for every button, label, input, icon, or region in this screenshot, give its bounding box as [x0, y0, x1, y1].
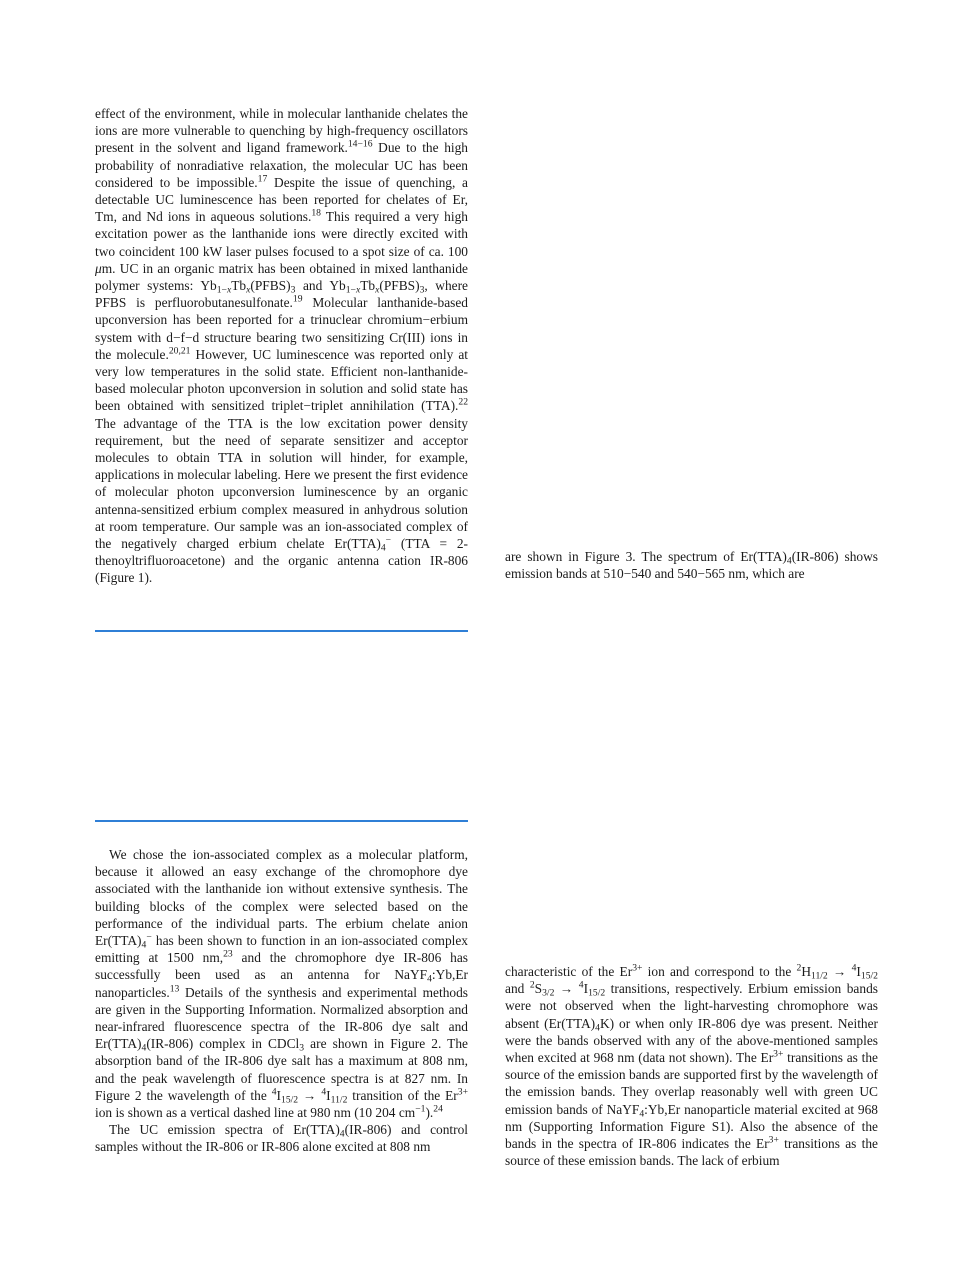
- right-column-bottom-text: [505, 963, 878, 1169]
- left-column-top-text: [95, 105, 468, 587]
- paragraph-intro-continued: effect of the environment, while in molecular lanthanide chelates the ions are more vulnerable to quenching by high-frequency oscillators present in the solvent and ligand framework.$^{14-16}$ Due to the high probability of nonradiative relaxation, the molecular UC has been considered to be impossible.$^{17}$ Despite the issue of quenching, a detectable UC luminescence has been reported for chelates of Er, Tm, and Nd ions in aqueous solutions.$^{18}$ This required a very high excitation power as the lanthanide ions were directly excited with two coincident 100 kW laser pulses focused to a spot size of ca. 100 μm. UC in an organic matrix has been obtained in mixed lanthanide polymer systems: $Yb_{1-x}Tb_x(PFBS)_3$ and $Yb_{1-x}Tb_x(PFBS)_3$, where PFBS is perfluorobutanesulfonate.$^{19}$ Molecular lanthanide-based upconversion has been reported for a trinuclear chromium−erbium system with d−f−d structure bearing two sensitizing Cr(III) ions in the molecule.$^{20,21}$ However, UC luminescence was reported only at very low temperatures in the solid state. Efficient non-lanthanide-based molecular photon upconversion in solution and solid state has been obtained with sensitized triplet−triplet annihilation (TTA).$^{22}$ The advantage of the TTA is the low excitation power density requirement, but the need of separate sensitizer and acceptor molecules to obtain TTA in solution will hinder, for example, applications in molecular labeling. Here we present the first evidence of molecular photon upconversion luminescence by an organic antenna-sensitized erbium complex measured in anhydrous solution at room temperature. Our sample was an ion-associated complex of the negatively charged erbium chelate $Er(TTA)_4^-$ (TTA = 2-thenoyltrifluoroacetone) and the organic antenna cation IR-806 (Figure 1).: [95, 106, 468, 586]
- paragraph-uc-emission-spectra: The UC emission spectra of $Er(TTA)_4(IR-806)$ and control samples without the IR-806 or IR-806 alone excited at 808 nm: [95, 1122, 468, 1155]
- figure-1-area: [95, 634, 468, 818]
- paragraph-figure-3-continued: are shown in Figure 3. The spectrum of $Er(TTA)_4(IR-806)$ shows emission bands at 510−540 and 540−565 nm, which are: [505, 549, 879, 582]
- paragraph-er-transitions: characteristic of the $Er^{3+}$ ion and correspond to the $^2H_{11/2} \to ^4I_{15/2}$ and $^2S_{3/2} \to ^4I_{15/2}$ transitions, respectively. Erbium emission bands were not observed when the light-harvesting chromophore was absent $(Er(TTA)_4K)$ or when only IR-806 dye was present. Neither were the bands observed with any of the above-mentioned samples when excited at 968 nm (data not shown). The $Er^{3+}$ transitions as the source of the emission bands are supported first by the wavelength of the emission bands. They overlap reasonably well with green UC emission bands of NaYF$_4$:Yb,Er nanoparticle material excited at 968 nm (Supporting Information Figure S1). Also the absence of the bands in the spectra of IR-806 indicates the $Er^{3+}$ transitions as the source of these emission bands. The lack of erbium: [505, 962, 879, 1169]
- right-column-top-text: [505, 548, 878, 582]
- left-column-bottom-text: [95, 846, 468, 1156]
- figure-top-rule: [95, 630, 468, 632]
- paragraph-ion-associated-complex: We chose the ion-associated complex as a molecular platform, because it allowed an easy exchange of the chromophore dye associated with the lanthanide ion without extensive synthesis. The building blocks of the complex were selected based on the performance of the individual parts. The erbium chelate anion $Er(TTA)_4^-$ has been shown to function in an ion-associated complex emitting at 1500 nm,$^{23}$ and the chromophore dye IR-806 has successfully been used as an antenna for NaYF$_4$:Yb,Er nanoparticles.$^{13}$ Details of the synthesis and experimental methods are given in the Supporting Information. Normalized absorption and near-infrared fluorescence spectra of the IR-806 dye salt and $Er(TTA)_4(IR-806)$ complex in CDCl$_3$ are shown in Figure 2. The absorption band of the IR-806 dye salt has a maximum at 808 nm, and the peak wavelength of fluorescence spectra is at 827 nm. In Figure 2 the wavelength of the $^4I_{15/2} \to ^4I_{11/2}$ transition of the $Er^{3+}$ ion is shown as a vertical dashed line at 980 nm (10 204 $cm^{-1}).^{24}$: [95, 847, 469, 1121]
- figure-bottom-rule: [95, 820, 468, 822]
